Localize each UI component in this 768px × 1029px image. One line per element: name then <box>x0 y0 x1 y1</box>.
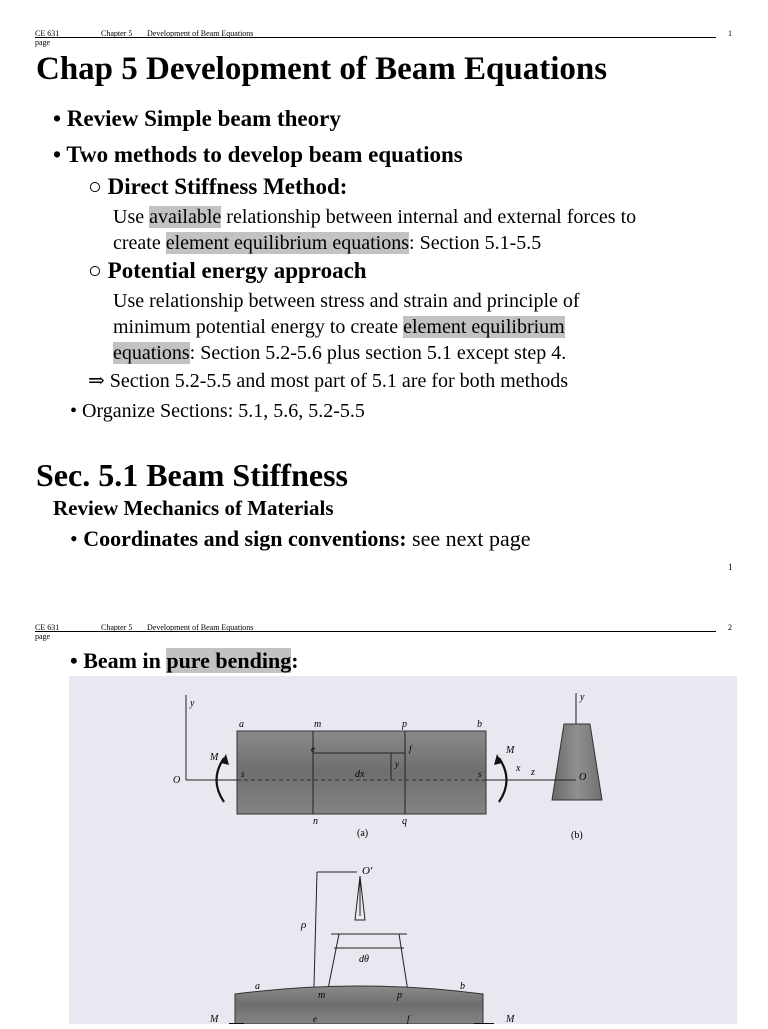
label: m <box>318 990 326 1001</box>
bullet-two-methods-text: Two methods to develop beam equations <box>66 142 463 167</box>
text-run: : <box>291 648 299 673</box>
label: b <box>460 981 465 992</box>
label: p <box>397 990 402 1001</box>
method-direct-line1 <box>113 204 636 230</box>
label: n <box>313 816 318 827</box>
figure-b-cross-section <box>529 692 602 841</box>
text-run: : Section 5.1-5.5 <box>409 232 542 254</box>
header-course: CE 631 <box>35 623 60 632</box>
label: e <box>313 1014 317 1024</box>
label: O <box>579 772 587 783</box>
label: b <box>477 719 482 730</box>
label: p <box>402 719 407 730</box>
header-chapter: Chapter 5 <box>101 29 133 38</box>
label: e <box>311 744 315 754</box>
coordinates-rest: see next page <box>406 526 531 551</box>
text-run: Use <box>113 206 150 228</box>
label: dθ <box>359 954 369 965</box>
beam-figure <box>69 676 737 1024</box>
highlight-element-equilibrium-2: element equilibrium <box>403 316 565 338</box>
label: s <box>478 769 482 779</box>
label: q <box>402 816 407 827</box>
header-page-word: page <box>35 38 51 47</box>
section-title: Sec. 5.1 Beam Stiffness <box>36 457 348 493</box>
method-direct-line2 <box>113 230 541 256</box>
arrow-note: ⇒ Section 5.2-5.5 and most part of 5.1 are for both methods <box>88 370 568 392</box>
text-run: relationship between internal and external forces to <box>221 206 637 228</box>
bullet-pure-bending: • Beam in pure bending: <box>70 648 299 673</box>
label: y <box>395 759 399 769</box>
figure-c-bent-beam <box>209 865 515 1024</box>
figure-a-straight-beam <box>173 695 529 839</box>
label: x <box>516 763 521 774</box>
label: ρ <box>301 919 307 931</box>
label: O <box>173 775 181 786</box>
label: M <box>210 1014 219 1024</box>
highlight-available: available <box>149 206 222 228</box>
label: a <box>239 719 244 730</box>
method-potential-line3 <box>113 340 566 366</box>
text-run: Beam in <box>83 648 167 673</box>
header-page-word: page <box>35 632 51 641</box>
bullet-organize-text: Organize Sections: 5.1, 5.6, 5.2-5.5 <box>82 400 365 422</box>
figure-caption: (b) <box>571 830 583 841</box>
header-rule <box>35 631 716 632</box>
label: M <box>210 752 219 763</box>
label: M <box>506 745 515 756</box>
bullet-two-methods: • Two methods to develop beam equations <box>53 142 463 167</box>
header-page-number: 2 <box>728 623 732 632</box>
label: f <box>409 744 412 754</box>
method-direct-stiffness: ○ Direct Stiffness Method: <box>88 174 348 199</box>
highlight-element-equilibrium: element equilibrium equations <box>165 232 410 254</box>
label: O′ <box>362 865 373 877</box>
section-subtitle: Review Mechanics of Materials <box>53 496 334 520</box>
label: s <box>241 769 245 779</box>
method-potential-energy: ○ Potential energy approach <box>88 258 367 283</box>
method-potential-line2 <box>113 314 565 340</box>
text-run: create <box>113 232 166 254</box>
footer-page-number: 1 <box>728 562 733 572</box>
bullet-review: • Review Simple beam theory <box>53 106 341 131</box>
header-chapter: Chapter 5 <box>101 623 133 632</box>
header-course: CE 631 <box>35 29 60 38</box>
label: f <box>407 1014 410 1024</box>
trapezoid-section <box>552 724 602 800</box>
label: a <box>255 981 260 992</box>
header-page-number: 1 <box>728 29 732 38</box>
bullet-coordinates: • Coordinates and sign conventions: see next page <box>70 526 531 551</box>
bullet-review-text: Review Simple beam theory <box>66 106 341 131</box>
label: M <box>506 1014 515 1024</box>
highlight-pure-bending: pure bending <box>166 648 292 673</box>
label: m <box>314 719 322 730</box>
method-direct-title: Direct Stiffness Method: <box>107 174 348 199</box>
coordinates-bold: Coordinates and sign conventions: <box>83 526 407 551</box>
highlight-equations: equations <box>113 342 190 364</box>
text-run: minimum potential energy to create <box>113 316 404 338</box>
bent-beam-body <box>235 986 483 1024</box>
header-chapter-title: Development of Beam Equations <box>147 29 254 38</box>
method-potential-title: Potential energy approach <box>107 258 367 283</box>
page-title: Chap 5 Development of Beam Equations <box>36 51 608 87</box>
figure-caption: (a) <box>357 828 369 839</box>
bullet-organize: • Organize Sections: 5.1, 5.6, 5.2-5.5 <box>70 400 365 422</box>
header-rule <box>35 37 716 38</box>
text-run: : Section 5.2-5.6 plus section 5.1 except step 4. <box>189 342 567 364</box>
label: z <box>531 767 535 778</box>
header-chapter-title: Development of Beam Equations <box>147 623 254 632</box>
label: y <box>190 698 195 709</box>
label: y <box>580 692 585 703</box>
method-potential-line1: Use relationship between stress and strain and principle of <box>113 290 580 312</box>
beam-figure-svg <box>69 676 737 1024</box>
label: dx <box>355 769 365 780</box>
